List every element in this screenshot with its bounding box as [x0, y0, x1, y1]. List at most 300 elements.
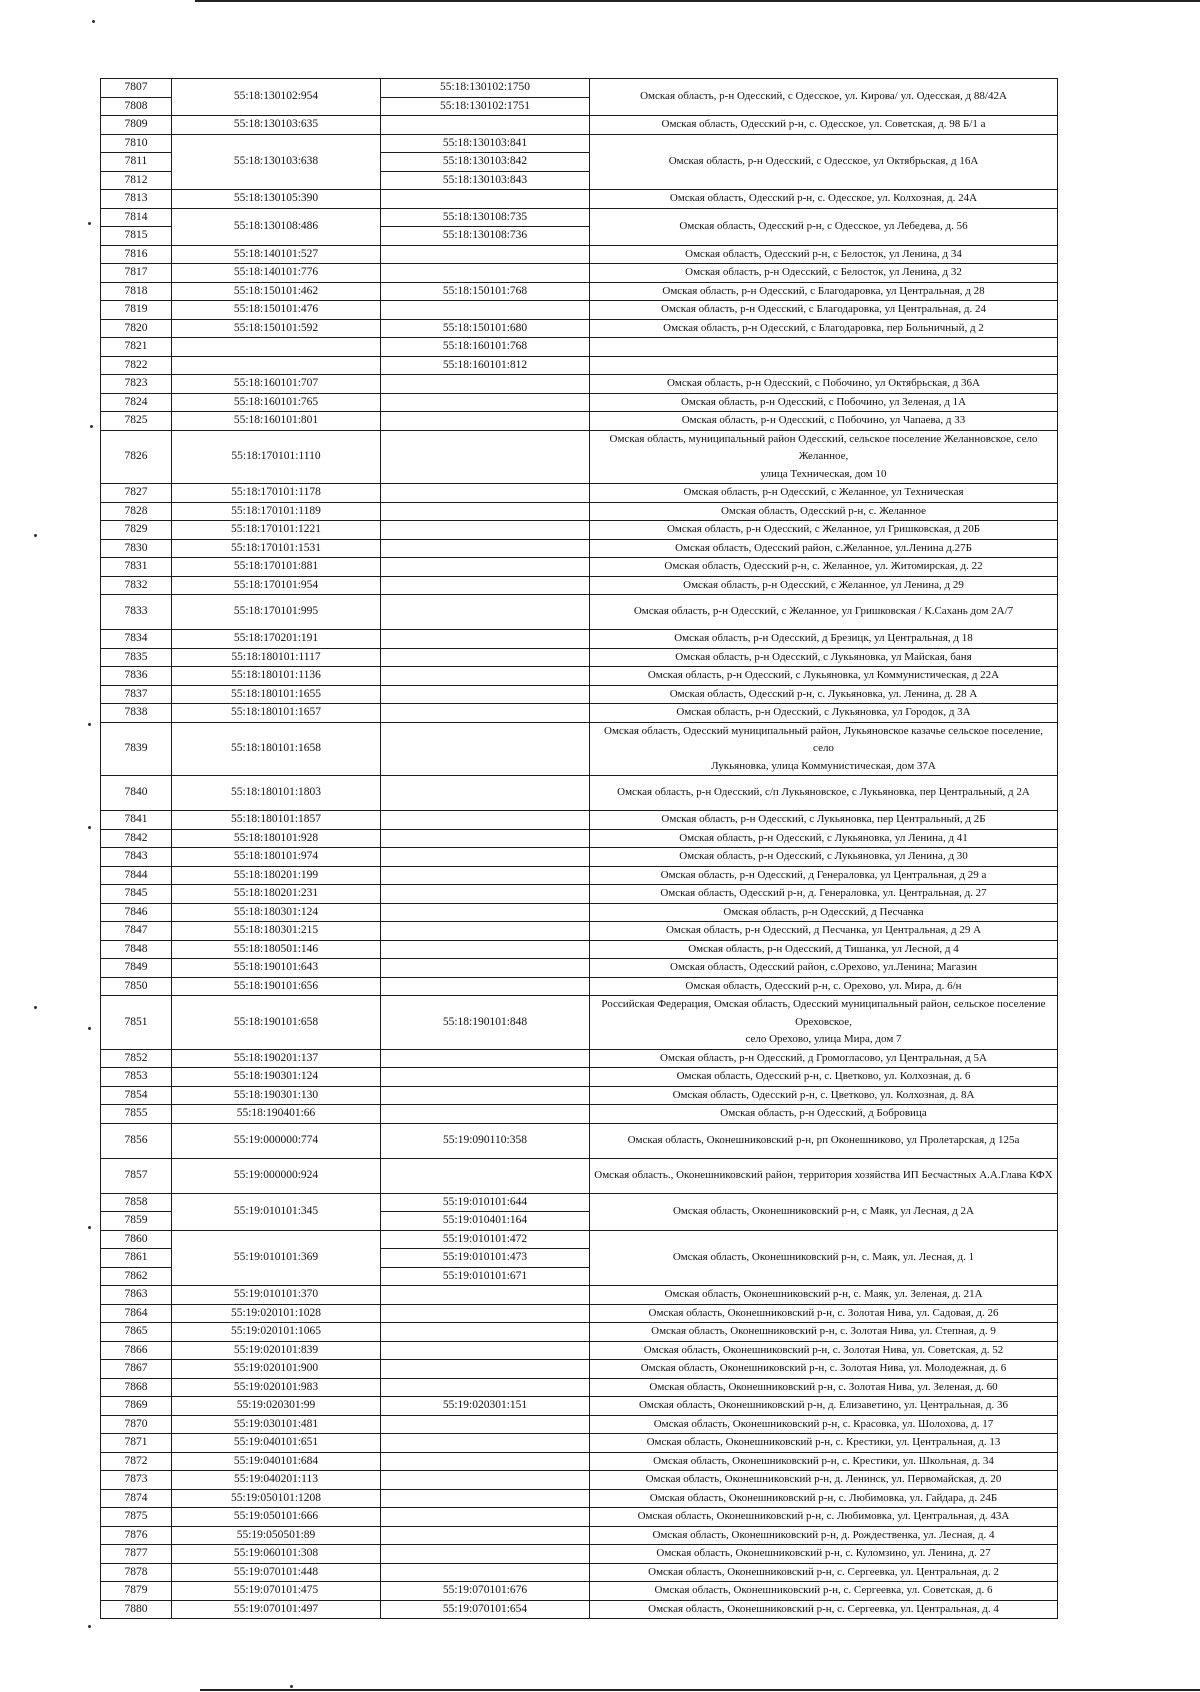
scan-speck [88, 1625, 91, 1628]
address-cell: Омская область, р-н Одесский, с Лукьяновка, ул Городок, д 3А [590, 704, 1058, 723]
table-row [101, 79, 1058, 98]
cadastral-number-cell: 55:19:020101:839 [172, 1341, 381, 1360]
related-cadastral-cell: 55:18:130103:841 [381, 134, 590, 153]
cadastral-number-cell: 55:19:010101:345 [172, 1193, 381, 1230]
related-cadastral-cell [381, 922, 590, 941]
table-row [101, 1286, 1058, 1305]
cadastral-number-cell: 55:18:160101:707 [172, 375, 381, 394]
row-number-cell: 7842 [101, 829, 172, 848]
address-cell: Омская область, Оконешниковский р-н, с. Красовка, ул. Шолохова, д. 17 [590, 1415, 1058, 1434]
related-cadastral-cell: 55:19:010401:164 [381, 1212, 590, 1231]
related-cadastral-cell [381, 903, 590, 922]
table-row [101, 245, 1058, 264]
table-row [101, 484, 1058, 503]
related-cadastral-cell [381, 190, 590, 209]
table-row [101, 1434, 1058, 1453]
address-cell: Омская область, р-н Одесский, с Побочино, ул Зеленая, д 1А [590, 393, 1058, 412]
related-cadastral-cell: 55:19:010101:671 [381, 1267, 590, 1286]
row-number-cell: 7824 [101, 393, 172, 412]
cadastral-number-cell: 55:18:190301:124 [172, 1068, 381, 1087]
address-cell: Омская область, Одесский р-н, с Белосток, ул Ленина, д 34 [590, 245, 1058, 264]
row-number-cell: 7811 [101, 153, 172, 172]
related-cadastral-cell: 55:18:130103:842 [381, 153, 590, 172]
address-cell: Омская область, Оконешниковский р-н, с. Куломзино, ул. Ленина, д. 27 [590, 1545, 1058, 1564]
related-cadastral-cell [381, 630, 590, 649]
row-number-cell: 7871 [101, 1434, 172, 1453]
row-number-cell: 7868 [101, 1378, 172, 1397]
related-cadastral-cell [381, 1341, 590, 1360]
cadastral-number-cell: 55:18:190101:656 [172, 977, 381, 996]
table-row [101, 576, 1058, 595]
scan-speck [88, 1027, 91, 1030]
cadastral-number-cell: 55:19:050501:89 [172, 1526, 381, 1545]
row-number-cell: 7825 [101, 412, 172, 431]
cadastral-number-cell: 55:18:180101:1655 [172, 685, 381, 704]
table-row [101, 393, 1058, 412]
address-cell: Омская область, р-н Одесский, д Тишанка, ул Лесной, д 4 [590, 940, 1058, 959]
cadastral-number-cell: 55:18:180101:974 [172, 848, 381, 867]
row-number-cell: 7850 [101, 977, 172, 996]
row-number-cell: 7858 [101, 1193, 172, 1212]
row-number-cell: 7821 [101, 338, 172, 357]
related-cadastral-cell [381, 1471, 590, 1490]
row-number-cell: 7867 [101, 1360, 172, 1379]
table-row [101, 630, 1058, 649]
table-row [101, 1086, 1058, 1105]
related-cadastral-cell [381, 1068, 590, 1087]
table-row [101, 134, 1058, 153]
cadastral-number-cell: 55:19:070101:497 [172, 1600, 381, 1619]
scan-speck [34, 1006, 37, 1009]
cadastral-number-cell: 55:18:170101:1531 [172, 539, 381, 558]
related-cadastral-cell [381, 1086, 590, 1105]
related-cadastral-cell: 55:18:160101:812 [381, 356, 590, 375]
address-cell: Омская область, р-н Одесский, с Белосток, ул Ленина, д 32 [590, 264, 1058, 283]
address-cell: Омская область, Оконешниковский р-н, с. Сергеевка, ул. Центральная, д. 2 [590, 1563, 1058, 1582]
table-row [101, 1193, 1058, 1212]
cadastral-number-cell: 55:18:160101:801 [172, 412, 381, 431]
cadastral-number-cell: 55:18:190101:658 [172, 996, 381, 1050]
row-number-cell: 7861 [101, 1249, 172, 1268]
row-number-cell: 7843 [101, 848, 172, 867]
table-row [101, 1049, 1058, 1068]
related-cadastral-cell: 55:19:070101:654 [381, 1600, 590, 1619]
table-row [101, 704, 1058, 723]
table-row [101, 430, 1058, 484]
table-row [101, 829, 1058, 848]
table-row [101, 667, 1058, 686]
cadastral-number-cell: 55:19:050101:666 [172, 1508, 381, 1527]
related-cadastral-cell [381, 885, 590, 904]
cadastral-number-cell: 55:18:170101:995 [172, 595, 381, 630]
table-row [101, 922, 1058, 941]
address-cell: Омская область, Оконешниковский р-н, с. Золотая Нива, ул. Молодежная, д. 6 [590, 1360, 1058, 1379]
cadastral-number-cell [172, 356, 381, 375]
table-row [101, 208, 1058, 227]
table-row [101, 977, 1058, 996]
scan-speck [88, 1226, 91, 1229]
row-number-cell: 7863 [101, 1286, 172, 1305]
related-cadastral-cell [381, 1545, 590, 1564]
row-number-cell: 7829 [101, 521, 172, 540]
related-cadastral-cell [381, 484, 590, 503]
address-cell: Омская область, муниципальный район Одесский, сельское поселение Желанновское, село Желанное, улица Техническая, дом 10 [590, 430, 1058, 484]
address-cell: Омская область, Одесский муниципальный район, Лукьяновское казачье сельское поселение, село Лукьяновка, улица Коммунистическая, дом 37А [590, 722, 1058, 776]
row-number-cell: 7846 [101, 903, 172, 922]
table-row [101, 1304, 1058, 1323]
address-cell: Омская область, Одесский район, с.Желанное, ул.Ленина д.27Б [590, 539, 1058, 558]
table-row [101, 996, 1058, 1050]
table-row [101, 1582, 1058, 1601]
address-cell: Российская Федерация, Омская область, Одесский муниципальный район, сельское поселение Ореховское, село Орехово, улица Мира, дом 7 [590, 996, 1058, 1050]
cadastral-number-cell: 55:18:180301:215 [172, 922, 381, 941]
related-cadastral-cell [381, 595, 590, 630]
related-cadastral-cell [381, 1415, 590, 1434]
related-cadastral-cell [381, 375, 590, 394]
table-row [101, 1397, 1058, 1416]
address-cell: Омская область, Оконешниковский р-н, с. Сергеевка, ул. Советская, д. 6 [590, 1582, 1058, 1601]
cadastral-number-cell: 55:18:170101:1178 [172, 484, 381, 503]
address-cell [590, 338, 1058, 357]
table-row [101, 1323, 1058, 1342]
related-cadastral-cell [381, 1563, 590, 1582]
cadastral-number-cell: 55:18:130103:638 [172, 134, 381, 190]
cadastral-number-cell: 55:18:180301:124 [172, 903, 381, 922]
related-cadastral-cell [381, 940, 590, 959]
related-cadastral-cell [381, 1304, 590, 1323]
related-cadastral-cell [381, 977, 590, 996]
row-number-cell: 7856 [101, 1123, 172, 1158]
related-cadastral-cell [381, 667, 590, 686]
table-row [101, 1563, 1058, 1582]
table-row [101, 1545, 1058, 1564]
table-row [101, 558, 1058, 577]
address-cell: Омская область, Одесский р-н, с. Орехово, ул. Мира, д. 6/н [590, 977, 1058, 996]
row-number-cell: 7809 [101, 116, 172, 135]
cadastral-number-cell: 55:19:020101:900 [172, 1360, 381, 1379]
row-number-cell: 7879 [101, 1582, 172, 1601]
row-number-cell: 7832 [101, 576, 172, 595]
row-number-cell: 7816 [101, 245, 172, 264]
related-cadastral-cell: 55:18:130102:1750 [381, 79, 590, 98]
address-cell: Омская область, р-н Одесский, с Благодаровка, пер Больничный, д 2 [590, 319, 1058, 338]
table-row [101, 1452, 1058, 1471]
cadastral-number-cell: 55:18:170201:191 [172, 630, 381, 649]
row-number-cell: 7813 [101, 190, 172, 209]
related-cadastral-cell: 55:18:130102:1751 [381, 97, 590, 116]
table-row [101, 356, 1058, 375]
cadastral-number-cell: 55:18:180101:1136 [172, 667, 381, 686]
table-row [101, 1489, 1058, 1508]
row-number-cell: 7864 [101, 1304, 172, 1323]
related-cadastral-cell: 55:19:010101:472 [381, 1230, 590, 1249]
cadastral-number-cell: 55:18:150101:592 [172, 319, 381, 338]
table-row [101, 338, 1058, 357]
address-cell: Омская область, р-н Одесский, д Генераловка, ул Центральная, д 29 а [590, 866, 1058, 885]
scan-speck [34, 534, 37, 537]
related-cadastral-cell [381, 393, 590, 412]
row-number-cell: 7855 [101, 1105, 172, 1124]
address-cell: Омская область, р-н Одесский, с Побочино, ул Чапаева, д 33 [590, 412, 1058, 431]
address-cell: Омская область, Одесский р-н, с Одесское, ул Лебедева, д. 56 [590, 208, 1058, 245]
row-number-cell: 7812 [101, 171, 172, 190]
cadastral-number-cell: 55:19:060101:308 [172, 1545, 381, 1564]
cadastral-number-cell: 55:19:010101:370 [172, 1286, 381, 1305]
row-number-cell: 7808 [101, 97, 172, 116]
table-row [101, 1105, 1058, 1124]
cadastral-number-cell: 55:19:040101:684 [172, 1452, 381, 1471]
cadastral-number-cell: 55:18:170101:1189 [172, 502, 381, 521]
table-row [101, 866, 1058, 885]
row-number-cell: 7854 [101, 1086, 172, 1105]
row-number-cell: 7826 [101, 430, 172, 484]
table-row [101, 940, 1058, 959]
related-cadastral-cell [381, 648, 590, 667]
table-row [101, 521, 1058, 540]
table-row [101, 1471, 1058, 1490]
related-cadastral-cell: 55:19:010101:473 [381, 1249, 590, 1268]
table-row [101, 1378, 1058, 1397]
cadastral-number-cell: 55:18:130105:390 [172, 190, 381, 209]
related-cadastral-cell [381, 776, 590, 811]
address-cell: Омская область, Оконешниковский р-н, д. Рождественка, ул. Лесная, д. 4 [590, 1526, 1058, 1545]
scan-speck [88, 222, 91, 225]
related-cadastral-cell [381, 430, 590, 484]
related-cadastral-cell [381, 959, 590, 978]
address-cell: Омская область, р-н Одесский, с Лукьяновка, ул Коммунистическая, д 22А [590, 667, 1058, 686]
address-cell: Омская область, Одесский р-н, с. Одесское, ул. Советская, д. 98 Б/1 а [590, 116, 1058, 135]
scan-speck [92, 20, 95, 23]
row-number-cell: 7827 [101, 484, 172, 503]
address-cell: Омская область, Оконешниковский р-н, с. Сергеевка, ул. Центральная, д. 4 [590, 1600, 1058, 1619]
cadastral-number-cell [172, 338, 381, 357]
address-cell: Омская область, Оконешниковский р-н, с. Золотая Нива, ул. Зеленая, д. 60 [590, 1378, 1058, 1397]
row-number-cell: 7880 [101, 1600, 172, 1619]
address-cell: Омская область, р-н Одесский, с Лукьяновка, ул Ленина, д 41 [590, 829, 1058, 848]
cadastral-number-cell: 55:19:070101:448 [172, 1563, 381, 1582]
row-number-cell: 7851 [101, 996, 172, 1050]
row-number-cell: 7835 [101, 648, 172, 667]
table-row [101, 1508, 1058, 1527]
row-number-cell: 7837 [101, 685, 172, 704]
table-row [101, 959, 1058, 978]
row-number-cell: 7817 [101, 264, 172, 283]
address-cell: Омская область, р-н Одесский, д Песчанка, ул Центральная, д 29 А [590, 922, 1058, 941]
address-cell: Омская область, Оконешниковский р-н, с. Золотая Нива, ул. Советская, д. 52 [590, 1341, 1058, 1360]
table-row [101, 1068, 1058, 1087]
related-cadastral-cell [381, 848, 590, 867]
cadastral-number-cell: 55:19:040101:651 [172, 1434, 381, 1453]
cadastral-number-cell: 55:18:130108:486 [172, 208, 381, 245]
cadastral-number-cell: 55:18:140101:776 [172, 264, 381, 283]
related-cadastral-cell [381, 576, 590, 595]
address-cell: Омская область, Одесский р-н, д. Генераловка, ул. Центральная, д. 27 [590, 885, 1058, 904]
table-row [101, 1360, 1058, 1379]
row-number-cell: 7859 [101, 1212, 172, 1231]
cadastral-number-cell: 55:19:020101:1028 [172, 1304, 381, 1323]
address-cell: Омская область, Одесский р-н, с. Желанное [590, 502, 1058, 521]
related-cadastral-cell [381, 1526, 590, 1545]
row-number-cell: 7822 [101, 356, 172, 375]
address-cell: Омская область, Одесский р-н, с. Цветково, ул. Колхозная, д. 6 [590, 1068, 1058, 1087]
address-cell: Омская область, р-н Одесский, с/п Лукьяновское, с Лукьяновка, пер Центральный, д 2А [590, 776, 1058, 811]
address-cell: Омская область, р-н Одесский, д Бобровица [590, 1105, 1058, 1124]
address-cell: Омская область, р-н Одесский, д Песчанка [590, 903, 1058, 922]
table-row [101, 1158, 1058, 1193]
cadastral-number-cell: 55:18:150101:462 [172, 282, 381, 301]
table-row [101, 1230, 1058, 1249]
address-cell: Омская область, р-н Одесский, с Одесское, ул Октябрьская, д 16А [590, 134, 1058, 190]
related-cadastral-cell: 55:18:190101:848 [381, 996, 590, 1050]
address-cell: Омская область, р-н Одесский, с Благодаровка, ул Центральная, д 28 [590, 282, 1058, 301]
row-number-cell: 7874 [101, 1489, 172, 1508]
row-number-cell: 7869 [101, 1397, 172, 1416]
address-cell: Омская область, р-н Одесский, с Лукьяновка, ул Ленина, д 30 [590, 848, 1058, 867]
cadastral-number-cell: 55:18:170101:1221 [172, 521, 381, 540]
related-cadastral-cell [381, 1508, 590, 1527]
row-number-cell: 7820 [101, 319, 172, 338]
related-cadastral-cell [381, 866, 590, 885]
row-number-cell: 7830 [101, 539, 172, 558]
row-number-cell: 7853 [101, 1068, 172, 1087]
scan-speck [90, 425, 93, 428]
address-cell: Омская область, Оконешниковский р-н, с. Золотая Нива, ул. Степная, д. 9 [590, 1323, 1058, 1342]
row-number-cell: 7862 [101, 1267, 172, 1286]
row-number-cell: 7833 [101, 595, 172, 630]
row-number-cell: 7876 [101, 1526, 172, 1545]
row-number-cell: 7834 [101, 630, 172, 649]
cadastral-number-cell: 55:18:190301:130 [172, 1086, 381, 1105]
table-row [101, 648, 1058, 667]
row-number-cell: 7814 [101, 208, 172, 227]
cadastral-number-cell: 55:19:030101:481 [172, 1415, 381, 1434]
row-number-cell: 7819 [101, 301, 172, 320]
top-scan-edge [195, 0, 1200, 2]
table-row [101, 319, 1058, 338]
related-cadastral-cell [381, 685, 590, 704]
cadastral-number-cell: 55:18:170101:954 [172, 576, 381, 595]
related-cadastral-cell: 55:18:130108:736 [381, 227, 590, 246]
table-row [101, 282, 1058, 301]
row-number-cell: 7815 [101, 227, 172, 246]
table-row [101, 776, 1058, 811]
address-cell: Омская область, Оконешниковский р-н, с. Любимовка, ул. Гайдара, д. 24Б [590, 1489, 1058, 1508]
table-row [101, 1415, 1058, 1434]
row-number-cell: 7873 [101, 1471, 172, 1490]
table-row [101, 811, 1058, 830]
table-row [101, 116, 1058, 135]
row-number-cell: 7865 [101, 1323, 172, 1342]
row-number-cell: 7836 [101, 667, 172, 686]
row-number-cell: 7840 [101, 776, 172, 811]
address-cell: Омская область, Оконешниковский р-н, с. Любимовка, ул. Центральная, д. 43А [590, 1508, 1058, 1527]
address-cell: Омская область, Одесский р-н, с. Лукьяновка, ул. Ленина, д. 28 А [590, 685, 1058, 704]
cadastral-number-cell: 55:18:160101:765 [172, 393, 381, 412]
related-cadastral-cell [381, 245, 590, 264]
row-number-cell: 7841 [101, 811, 172, 830]
address-cell: Омская область, Одесский р-н, с. Цветково, ул. Колхозная, д. 8А [590, 1086, 1058, 1105]
related-cadastral-cell: 55:19:070101:676 [381, 1582, 590, 1601]
cadastral-number-cell: 55:19:050101:1208 [172, 1489, 381, 1508]
cadastral-number-cell: 55:18:130103:635 [172, 116, 381, 135]
related-cadastral-cell: 55:19:090110:358 [381, 1123, 590, 1158]
address-cell: Омская область, р-н Одесский, с Желанное, ул Гришковская, д 20Б [590, 521, 1058, 540]
address-cell: Омская область, р-н Одесский, с Желанное, ул Гришковская / К.Сахань дом 2А/7 [590, 595, 1058, 630]
table-row [101, 1123, 1058, 1158]
address-cell: Омская область, Оконешниковский р-н, с. Крестики, ул. Школьная, д. 34 [590, 1452, 1058, 1471]
address-cell: Омская область, Одесский р-н, с. Желанное, ул. Житомирская, д. 22 [590, 558, 1058, 577]
row-number-cell: 7878 [101, 1563, 172, 1582]
row-number-cell: 7823 [101, 375, 172, 394]
row-number-cell: 7844 [101, 866, 172, 885]
related-cadastral-cell [381, 1378, 590, 1397]
address-cell: Омская область, р-н Одесский, д Брезицк, ул Центральная, д 18 [590, 630, 1058, 649]
cadastral-number-cell: 55:18:190201:137 [172, 1049, 381, 1068]
related-cadastral-cell [381, 264, 590, 283]
related-cadastral-cell [381, 1434, 590, 1453]
table-row [101, 1600, 1058, 1619]
related-cadastral-cell [381, 558, 590, 577]
related-cadastral-cell [381, 1360, 590, 1379]
row-number-cell: 7872 [101, 1452, 172, 1471]
related-cadastral-cell [381, 1489, 590, 1508]
row-number-cell: 7849 [101, 959, 172, 978]
registry-table-body [101, 79, 1058, 1619]
cadastral-number-cell: 55:18:180101:1857 [172, 811, 381, 830]
cadastral-number-cell: 55:18:180101:1657 [172, 704, 381, 723]
row-number-cell: 7810 [101, 134, 172, 153]
table-row [101, 722, 1058, 776]
cadastral-number-cell: 55:19:020101:1065 [172, 1323, 381, 1342]
row-number-cell: 7828 [101, 502, 172, 521]
address-cell: Омская область, Одесский р-н, с. Одесское, ул. Колхозная, д. 24А [590, 190, 1058, 209]
scan-speck [290, 1685, 293, 1688]
related-cadastral-cell [381, 1323, 590, 1342]
cadastral-number-cell: 55:18:190101:643 [172, 959, 381, 978]
address-cell: Омская область., Оконешниковский район, территория хозяйства ИП Бесчастных А.А.Глава КФХ [590, 1158, 1058, 1193]
cadastral-number-cell: 55:18:180101:928 [172, 829, 381, 848]
address-cell: Омская область, Одесский район, с.Орехово, ул.Ленина; Магазин [590, 959, 1058, 978]
cadastral-number-cell: 55:18:140101:527 [172, 245, 381, 264]
table-row [101, 301, 1058, 320]
row-number-cell: 7838 [101, 704, 172, 723]
address-cell: Омская область, Оконешниковский р-н, с. Крестики, ул. Центральная, д. 13 [590, 1434, 1058, 1453]
table-row [101, 885, 1058, 904]
table-row [101, 190, 1058, 209]
related-cadastral-cell: 55:18:160101:768 [381, 338, 590, 357]
address-cell: Омская область, Оконешниковский р-н, рп Оконешниково, ул Пролетарская, д 125а [590, 1123, 1058, 1158]
table-row [101, 1526, 1058, 1545]
address-cell: Омская область, Оконешниковский р-н, с. Маяк, ул. Зеленая, д. 21А [590, 1286, 1058, 1305]
related-cadastral-cell [381, 829, 590, 848]
related-cadastral-cell: 55:18:150101:680 [381, 319, 590, 338]
related-cadastral-cell [381, 1452, 590, 1471]
cadastral-number-cell: 55:18:170101:881 [172, 558, 381, 577]
scan-speck [88, 723, 91, 726]
address-cell: Омская область, Оконешниковский р-н, с. Золотая Нива, ул. Садовая, д. 26 [590, 1304, 1058, 1323]
table-row [101, 264, 1058, 283]
registry-table [100, 78, 1058, 1619]
related-cadastral-cell [381, 539, 590, 558]
cadastral-number-cell: 55:19:000000:774 [172, 1123, 381, 1158]
table-row [101, 539, 1058, 558]
related-cadastral-cell [381, 521, 590, 540]
related-cadastral-cell: 55:18:130108:735 [381, 208, 590, 227]
row-number-cell: 7852 [101, 1049, 172, 1068]
row-number-cell: 7848 [101, 940, 172, 959]
address-cell: Омская область, р-н Одесский, с Желанное, ул Ленина, д 29 [590, 576, 1058, 595]
related-cadastral-cell [381, 704, 590, 723]
